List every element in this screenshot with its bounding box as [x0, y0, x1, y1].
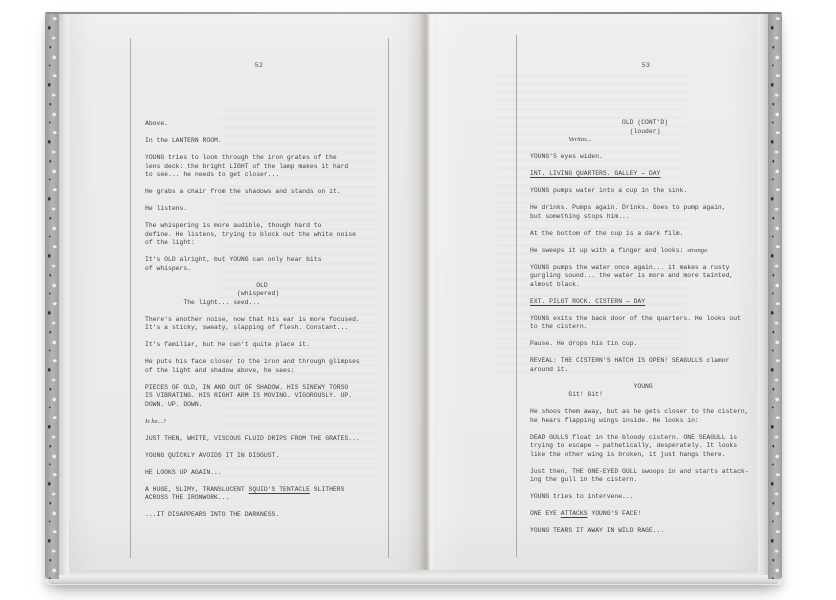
script-line: [530, 391, 749, 400]
script-line: [145, 392, 360, 401]
script-text-segment: IS VIBRATING. HIS RIGHT ARM IS MOVING. VIGOROUSLY. UP.: [145, 392, 353, 399]
script-line: [145, 137, 360, 146]
script-line: [530, 128, 749, 137]
script-paragraph: [145, 188, 360, 197]
left-page-stack-edge: [59, 13, 69, 575]
script-text-segment: YOUNG pumps the water once again... it makes a rusty: [530, 263, 730, 271]
script-line: [530, 153, 749, 162]
script-text-segment: At the bottom of the cup is a dark film.: [530, 229, 684, 237]
script-text-segment: Git! Git!: [568, 391, 603, 398]
script-text-segment: OLD (CONT'D): [622, 119, 669, 126]
left-margin-rule: [130, 38, 131, 558]
script-text-segment: he hears flapping wings inside. He looks in:: [530, 416, 699, 424]
script-text-segment: SLITHERS: [309, 485, 345, 493]
script-text-segment: trying to escape — pathetically, desperately. It looks: [530, 442, 738, 449]
script-text-segment: YOUNG exits the back door of the quarters. He looks out: [530, 314, 741, 322]
script-line: [530, 383, 749, 392]
script-line: [530, 230, 749, 239]
script-line: [530, 340, 749, 349]
script-text-segment: ATTACKS: [560, 510, 588, 517]
page-53: [426, 14, 758, 570]
script-line: [145, 511, 360, 520]
script-text-segment: Just then, THE ONE-EYED GULL swoops in and starts attack-: [530, 467, 749, 475]
script-line: [530, 468, 749, 477]
script-text-segment: YOUNG pumps water into a cup in the sink.: [530, 187, 688, 194]
script-line: [530, 247, 749, 256]
script-text-segment: like the other wing is broken, it just hangs there.: [530, 450, 726, 458]
right-margin-rule: [388, 38, 389, 558]
script-line: [530, 298, 749, 307]
script-line: [530, 272, 749, 281]
script-line: [145, 341, 360, 350]
script-paragraph: [530, 247, 749, 256]
script-text-segment: ...IT DISAPPEARS INTO THE DARKNESS.: [145, 511, 280, 518]
script-text-segment: PIECES OF OLD, IN AND OUT OF SHADOW. HIS SINEWY TORSO: [145, 383, 349, 391]
left-cover-marbled-edge: [45, 13, 59, 579]
script-line: [530, 434, 749, 443]
page-52: [69, 14, 426, 570]
script-text-segment: DOWN. UP. DOWN.: [145, 400, 203, 408]
script-paragraph: [145, 358, 360, 375]
script-text-segment: OLD: [256, 281, 268, 289]
script-line: [145, 282, 360, 291]
script-paragraph: [530, 153, 749, 162]
script-paragraph: [530, 298, 749, 307]
script-text-segment: YOUNG tries to look through the iron grates of the: [145, 154, 337, 161]
script-paragraph: [145, 486, 360, 503]
script-paragraph: [145, 205, 360, 214]
script-line: [530, 281, 749, 290]
script-line: [145, 435, 360, 444]
script-paragraph: [530, 119, 749, 145]
script-text-segment: The light... seed...: [183, 298, 261, 306]
script-line: [145, 256, 360, 265]
script-line: [530, 366, 749, 375]
script-line: [145, 120, 360, 129]
script-line: [530, 119, 749, 128]
page-52-text: [145, 120, 360, 520]
script-text-segment: of the light and shadow above, he sees:: [145, 366, 295, 374]
script-text-segment: YOUNG: [633, 382, 653, 390]
script-line: [145, 401, 360, 410]
script-paragraph: [530, 493, 749, 502]
script-line: [530, 204, 749, 213]
script-line: [530, 315, 749, 324]
script-line: [530, 493, 749, 502]
right-cover-marbled-edge: [768, 13, 782, 579]
script-text-segment: (louder): [629, 127, 661, 135]
script-line: [145, 231, 360, 240]
script-text-segment: ONE EYE: [530, 510, 561, 517]
script-text-segment: DEAD GULLS float in the bloody cistern. ONE SEAGULL is: [530, 433, 738, 441]
script-line: [145, 265, 360, 274]
script-line: [530, 323, 749, 332]
script-line: [530, 170, 749, 179]
script-line: [145, 205, 360, 214]
right-page-stack-edge: [758, 13, 768, 575]
script-line: [145, 384, 360, 393]
script-line: [145, 418, 360, 427]
script-line: [145, 358, 360, 367]
script-line: [145, 452, 360, 461]
script-text-segment: Veritas...: [568, 136, 592, 143]
script-text-segment: YOUNG'S eyes widen.: [530, 153, 603, 160]
script-paragraph: [530, 357, 749, 374]
script-text-segment: He shoos them away, but as he gets closer to the cistern,: [530, 408, 749, 415]
script-text-segment: HE LOOKS UP AGAIN...: [145, 468, 222, 476]
script-line: [145, 290, 360, 299]
script-text-segment: He listens.: [145, 205, 188, 212]
script-text-segment: He grabs a chair from the shadows and stands on it.: [145, 188, 341, 195]
script-text-segment: around it.: [530, 365, 569, 373]
script-paragraph: [530, 187, 749, 196]
script-paragraph: [530, 264, 749, 290]
script-line: [145, 171, 360, 180]
script-line: [145, 188, 360, 197]
script-paragraph: [145, 282, 360, 308]
script-line: [530, 264, 749, 273]
script-text-segment: Pause. He drops his tin cup.: [530, 340, 638, 347]
script-line: [145, 316, 360, 325]
script-line: [145, 163, 360, 172]
script-line: [145, 367, 360, 376]
script-paragraph: [145, 341, 360, 350]
script-text-segment: ing the gull in the cistern.: [530, 476, 638, 483]
script-text-segment: define. He listens, trying to block out the white noise: [145, 230, 356, 238]
script-text-segment: strange.: [687, 246, 709, 254]
script-paragraph: [530, 510, 749, 519]
script-text-segment: The whispering is more audible, though hard to: [145, 222, 322, 229]
script-text-segment: It's OLD alright, but YOUNG can only hear bits: [145, 256, 322, 263]
script-line: [530, 510, 749, 519]
script-text-segment: REVEAL: THE CISTERN'S HATCH IS OPEN! SEAGULLS clamor: [530, 357, 730, 364]
script-text-segment: ACROSS THE IRONWORK...: [145, 494, 230, 501]
bottom-cover-edge: [48, 570, 779, 584]
script-text-segment: He puts his face closer to the iron and through glimpses: [145, 358, 360, 365]
script-text-segment: of whispers.: [145, 264, 192, 272]
script-paragraph: [530, 230, 749, 239]
script-line: [530, 451, 749, 460]
script-paragraph: [145, 511, 360, 520]
script-paragraph: [530, 383, 749, 400]
script-text-segment: INT. LIVING QUARTERS. GALLEY — DAY: [530, 170, 661, 177]
script-text-segment: There's another noise, now that his ear is more focused.: [145, 315, 360, 323]
script-text-segment: YOUNG tries to intervene...: [530, 493, 634, 500]
script-paragraph: [145, 452, 360, 461]
script-paragraph: [145, 384, 360, 410]
script-line: [145, 494, 360, 503]
script-text-segment: YOUNG'S FACE!: [587, 510, 642, 517]
script-line: [530, 187, 749, 196]
script-text-segment: Is he...?: [145, 417, 166, 425]
script-text-segment: but something stops him...: [530, 212, 630, 220]
script-text-segment: gurgling sound... the water is more and more tainted,: [530, 272, 734, 279]
script-line: [145, 486, 360, 495]
script-paragraph: [530, 468, 749, 485]
script-paragraph: [145, 120, 360, 129]
script-paragraph: [145, 316, 360, 333]
script-text-segment: It's a sticky, sweaty, slapping of flesh. Constant...: [145, 324, 349, 331]
script-text-segment: to the cistern.: [530, 323, 588, 330]
script-text-segment: He drinks. Pumps again. Drinks. Goes to pump again,: [530, 204, 726, 211]
script-line: [145, 469, 360, 478]
script-text-segment: (whispered): [237, 290, 280, 297]
script-line: [530, 357, 749, 366]
script-line: [530, 417, 749, 426]
script-paragraph: [530, 315, 749, 332]
script-paragraph: [145, 256, 360, 273]
script-paragraph: [145, 418, 360, 427]
script-text-segment: SQUID'S TENTACLE: [248, 485, 310, 493]
script-line: [145, 154, 360, 163]
script-text-segment: to see... he needs to get closer...: [145, 171, 280, 178]
script-line: [145, 324, 360, 333]
script-text-segment: He sweeps it up with a finger and looks:: [530, 246, 688, 254]
script-line: [530, 136, 749, 145]
left-margin-rule: [516, 35, 517, 557]
script-text-segment: almost black.: [530, 280, 580, 288]
script-line: [145, 299, 360, 308]
script-line: [530, 476, 749, 485]
script-paragraph: [530, 340, 749, 349]
script-line: [530, 408, 749, 417]
script-paragraph: [530, 527, 749, 536]
script-paragraph: [530, 170, 749, 179]
script-line: [145, 222, 360, 231]
script-paragraph: [530, 408, 749, 425]
script-text-segment: It's familiar, but he can't quite place it.: [145, 341, 310, 348]
script-line: [530, 527, 749, 536]
script-line: [530, 442, 749, 451]
script-paragraph: [145, 469, 360, 478]
script-line: [145, 239, 360, 248]
script-text-segment: lens deck: the bright LIGHT of the lamp makes it hard: [145, 162, 349, 170]
script-paragraph: [530, 434, 749, 460]
script-text-segment: Above.: [145, 120, 169, 127]
script-text-segment: YOUNG TEARS IT AWAY IN WILD RAGE...: [530, 527, 665, 534]
page-53-text: [530, 119, 749, 536]
page-number: 52: [254, 62, 264, 69]
script-line: [530, 213, 749, 222]
script-paragraph: [145, 154, 360, 180]
page-number: 53: [641, 62, 651, 69]
script-text-segment: In the LANTERN ROOM.: [145, 137, 222, 144]
script-paragraph: [145, 137, 360, 146]
script-paragraph: [530, 204, 749, 221]
script-paragraph: [145, 222, 360, 248]
script-text-segment: of the light:: [145, 239, 195, 246]
script-text-segment: EXT. PILOT ROCK. CISTERN — DAY: [530, 297, 646, 305]
open-book: [45, 12, 782, 585]
script-text-segment: JUST THEN, WHITE, VISCOUS FLUID DRIPS FROM THE GRATES...: [145, 434, 360, 442]
script-text-segment: YOUNG QUICKLY AVOIDS IT IN DISGUST.: [145, 451, 280, 459]
script-text-segment: A HUGE, SLIMY, TRANSLUCENT: [145, 485, 249, 493]
script-paragraph: [145, 435, 360, 444]
